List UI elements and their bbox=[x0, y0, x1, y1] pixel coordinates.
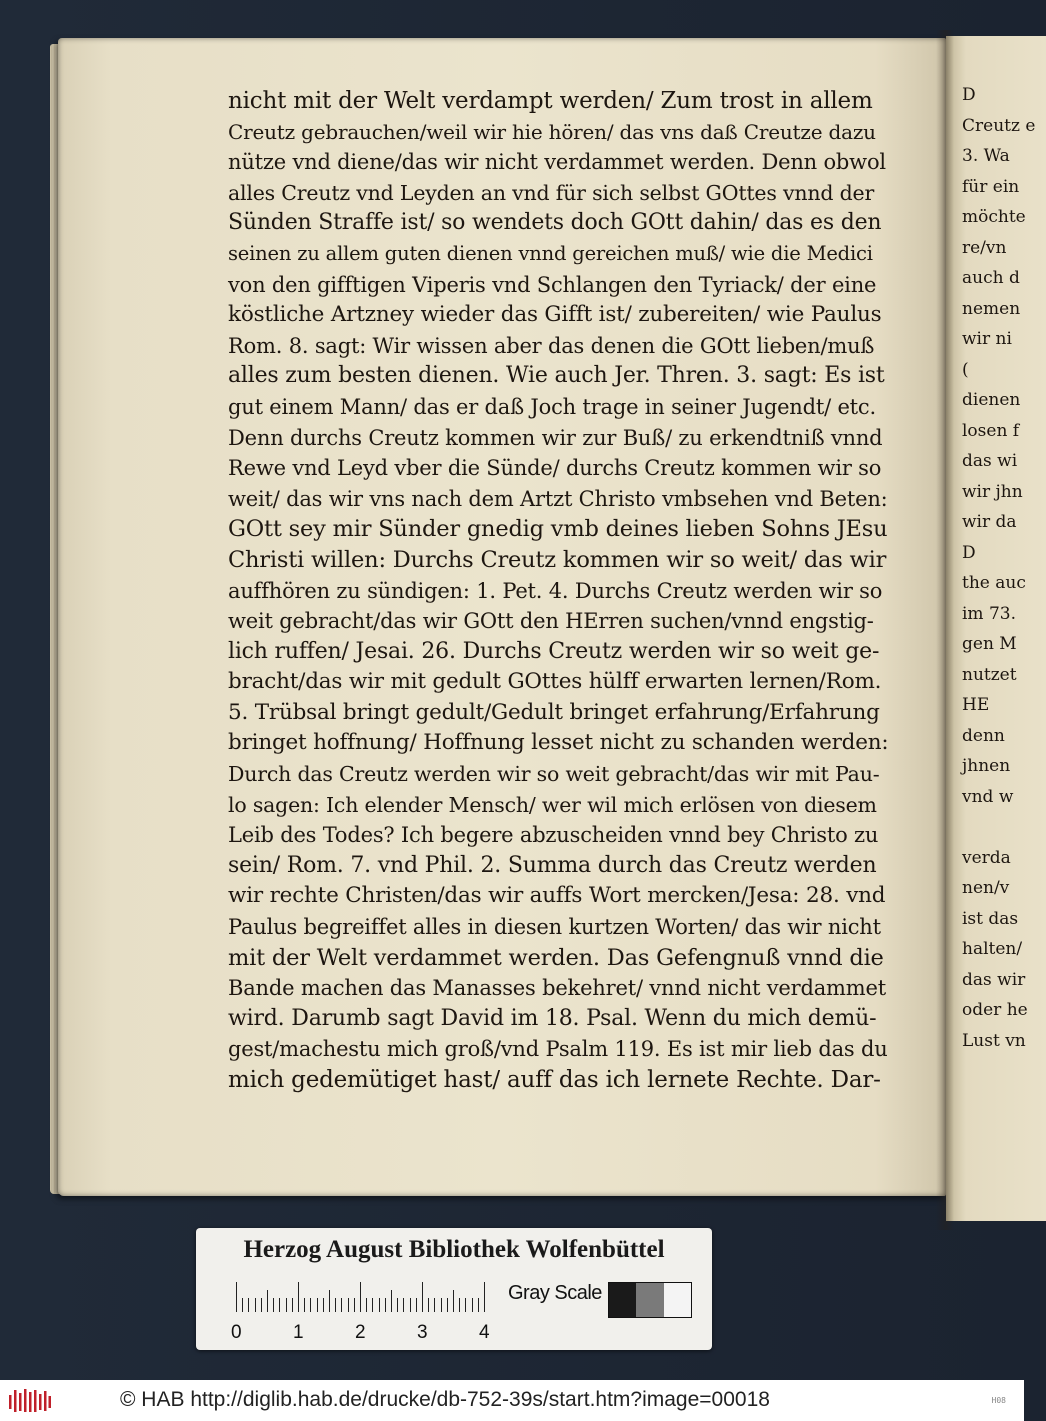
ruler-tick bbox=[360, 1282, 361, 1312]
text-line: Sünden Straffe ist/ so wendets doch GOtt dahin/ das es den bbox=[228, 210, 882, 236]
facing-text-fragment: gen M bbox=[962, 634, 1017, 654]
gray-scale-label: Gray Scale bbox=[508, 1282, 602, 1304]
text-line: gest/machestu mich groß/vnd Psalm 119. Es ist mir lieb das du bbox=[228, 1037, 888, 1062]
ruler-tick bbox=[317, 1298, 318, 1312]
footer-bar bbox=[0, 1380, 1024, 1421]
ruler-tick bbox=[366, 1298, 367, 1312]
ruler-tick bbox=[304, 1298, 305, 1312]
ruler-tick bbox=[298, 1282, 299, 1312]
ruler-number: 4 bbox=[479, 1322, 490, 1343]
ruler-tick bbox=[292, 1298, 293, 1312]
library-name: Herzog August Bibliothek Wolfenbüttel bbox=[243, 1236, 665, 1263]
ruler-tick bbox=[341, 1298, 342, 1312]
ruler-tick bbox=[397, 1298, 398, 1312]
text-line: Rom. 8. sagt: Wir wissen aber das denen die GOtt lieben/muß bbox=[228, 333, 875, 358]
text-line: Denn durchs Creutz kommen wir zur Buß/ zu erkendtniß vnnd bbox=[228, 425, 883, 450]
text-line: wir rechte Christen/das wir auffs Wort mercken/Jesa: 28. vnd bbox=[228, 883, 886, 909]
facing-text-fragment: 3. Wa bbox=[962, 146, 1010, 166]
facing-text-fragment: auch d bbox=[962, 268, 1020, 288]
text-line: Bande machen das Manasses bekehret/ vnnd nicht verdammet bbox=[228, 976, 886, 1001]
ruler-tick bbox=[416, 1298, 417, 1312]
ruler-tick bbox=[478, 1298, 479, 1312]
ruler-tick bbox=[441, 1298, 442, 1312]
text-line: seinen zu allem guten dienen vnnd gereichen muß/ wie die Medici bbox=[228, 241, 873, 265]
ruler-tick bbox=[372, 1298, 373, 1312]
text-line: Paulus begreiffet alles in diesen kurtzen Worten/ das wir nicht bbox=[228, 915, 881, 940]
ruler-tick bbox=[273, 1298, 274, 1312]
ruler-tick bbox=[248, 1298, 249, 1312]
facing-text-fragment: wir ni bbox=[962, 329, 1012, 349]
text-line: sein/ Rom. 7. vnd Phil. 2. Summa durch das Creutz werden bbox=[228, 852, 877, 878]
ruler-tick bbox=[391, 1290, 392, 1312]
facing-text-fragment: halten/ bbox=[962, 939, 1023, 959]
text-line: mit der Welt verdammet werden. Das Gefengnuß vnnd die bbox=[228, 944, 884, 971]
facing-text-fragment: vnd w bbox=[962, 786, 1014, 807]
ruler-tick bbox=[434, 1298, 435, 1312]
facing-text-fragment bbox=[962, 812, 1042, 843]
text-line: von den gifftigen Viperis vnd Schlangen den Tyriack/ der eine bbox=[228, 272, 877, 297]
gray-scale-swatches bbox=[608, 1282, 692, 1318]
text-line: bracht/das wir mit gedult GOttes hülff erwarten lernen/Rom. bbox=[228, 669, 882, 695]
ruler-tick bbox=[472, 1298, 473, 1312]
ruler-tick bbox=[242, 1298, 243, 1312]
hab-logo-icon bbox=[8, 1387, 52, 1414]
facing-text-fragment: nen/v bbox=[962, 878, 1010, 898]
ruler-tick bbox=[447, 1298, 448, 1312]
text-line: nicht mit der Welt verdampt werden/ Zum trost in allem bbox=[228, 88, 873, 114]
ruler-tick bbox=[379, 1298, 380, 1312]
facing-text-fragment: das wir bbox=[962, 969, 1026, 990]
text-line: weit gebracht/das wir GOtt den HErren suchen/vnnd engstig- bbox=[228, 609, 874, 634]
facing-text-fragment: oder he bbox=[962, 1000, 1028, 1020]
copyright-text: © HAB http://diglib.hab.de/drucke/db-752-39s/start.htm?image=00018 bbox=[120, 1388, 770, 1411]
facing-text-fragment: the auc bbox=[962, 573, 1026, 593]
facing-text-fragment: losen f bbox=[962, 420, 1020, 441]
ruler-tick bbox=[286, 1298, 287, 1312]
text-line: gut einem Mann/ das er daß Joch trage in seiner Jugendt/ etc. bbox=[228, 394, 876, 419]
gray-swatch bbox=[664, 1283, 691, 1317]
ruler-tick bbox=[385, 1298, 386, 1312]
ruler-tick bbox=[410, 1298, 411, 1312]
ruler-tick bbox=[329, 1290, 330, 1312]
ruler-tick bbox=[354, 1298, 355, 1312]
ruler-tick bbox=[453, 1290, 454, 1312]
facing-text-fragment: ( bbox=[962, 359, 969, 380]
facing-text-fragment: im 73. bbox=[962, 603, 1016, 624]
gray-swatch bbox=[636, 1283, 663, 1317]
ruler-tick bbox=[267, 1290, 268, 1312]
facing-text-fragment: D bbox=[962, 542, 976, 563]
ruler-tick bbox=[403, 1298, 404, 1312]
facing-text-fragment: das wi bbox=[962, 451, 1018, 471]
text-line: lich ruffen/ Jesai. 26. Durchs Creutz werden wir so weit ge- bbox=[228, 638, 880, 664]
facing-text-fragment: verda bbox=[962, 847, 1011, 868]
text-line: alles Creutz vnd Leyden an vnd für sich selbst GOttes vnnd der bbox=[228, 180, 875, 205]
ruler-tick bbox=[465, 1298, 466, 1312]
facing-text-fragment: wir jhn bbox=[962, 481, 1023, 502]
ruler-tick bbox=[428, 1298, 429, 1312]
text-line: mich gedemütiget hast/ auff das ich lernete Rechte. Dar- bbox=[228, 1067, 881, 1093]
text-line: 5. Trübsal bringt gedult/Gedult bringet erfahrung/Erfahrung bbox=[228, 699, 880, 725]
ruler-tick bbox=[348, 1298, 349, 1312]
facing-text-fragment: re/vn bbox=[962, 237, 1007, 258]
text-line: alles zum besten dienen. Wie auch Jer. Thren. 3. sagt: Es ist bbox=[228, 363, 885, 389]
ruler-tick bbox=[422, 1282, 423, 1312]
facing-text-fragment: dienen bbox=[962, 390, 1021, 410]
facing-text-fragment: jhnen bbox=[962, 756, 1011, 776]
ruler bbox=[231, 1284, 496, 1343]
text-line: Leib des Todes? Ich begere abzuscheiden vnnd bey Christo zu bbox=[228, 823, 879, 848]
ruler-number: 0 bbox=[231, 1322, 242, 1343]
ruler-number: 1 bbox=[293, 1322, 304, 1343]
ruler-number: 2 bbox=[355, 1322, 366, 1343]
text-line: köstliche Artzney wieder das Gifft ist/ zubereiten/ wie Paulus bbox=[228, 302, 882, 328]
text-line: Creutz gebrauchen/weil wir hie hören/ das vns daß Creutze dazu bbox=[228, 119, 876, 144]
ruler-tick bbox=[236, 1282, 237, 1312]
facing-text-fragment: HE bbox=[962, 695, 990, 715]
ruler-tick bbox=[323, 1298, 324, 1312]
footer-code: H08 bbox=[991, 1396, 1006, 1405]
ruler-tick bbox=[255, 1298, 256, 1312]
text-line: weit/ das wir vns nach dem Artzt Christo vmbsehen vnd Beten: bbox=[228, 486, 888, 511]
facing-text-fragment: nutzet bbox=[962, 664, 1017, 685]
ruler-tick bbox=[335, 1298, 336, 1312]
text-line: auffhören zu sündigen: 1. Pet. 4. Durchs Creutz werden wir so bbox=[228, 578, 883, 603]
text-line: lo sagen: Ich elender Mensch/ wer wil mich erlösen von diesem bbox=[228, 792, 877, 817]
ruler-tick bbox=[279, 1298, 280, 1312]
book-gutter bbox=[936, 30, 954, 1230]
facing-page-text bbox=[962, 80, 1042, 1056]
text-line: Christi willen: Durchs Creutz kommen wir so weit/ das wir bbox=[228, 546, 887, 573]
ruler-tick bbox=[310, 1298, 311, 1312]
ruler-tick bbox=[484, 1282, 485, 1312]
ruler-tick bbox=[261, 1298, 262, 1312]
page-text-block bbox=[228, 86, 888, 1096]
ruler-number: 3 bbox=[417, 1322, 428, 1343]
facing-text-fragment: ist das bbox=[962, 908, 1019, 929]
facing-text-fragment: für ein bbox=[962, 176, 1020, 197]
text-line: Rewe vnd Leyd vber die Sünde/ durchs Creutz kommen wir so bbox=[228, 456, 882, 481]
facing-text-fragment: nemen bbox=[962, 298, 1021, 319]
ruler-tick bbox=[459, 1298, 460, 1312]
text-line: nütze vnd diene/das wir nicht verdammet werden. Denn obwol bbox=[228, 150, 886, 175]
text-line: Durch das Creutz werden wir so weit gebracht/das wir mit Pau- bbox=[228, 762, 880, 787]
gray-swatch bbox=[609, 1283, 636, 1317]
facing-text-fragment: wir da bbox=[962, 512, 1017, 532]
color-scale-card bbox=[196, 1228, 712, 1350]
facing-text-fragment: Creutz e bbox=[962, 115, 1036, 136]
facing-text-fragment: möchte bbox=[962, 207, 1026, 227]
facing-text-fragment: denn bbox=[962, 725, 1005, 746]
text-line: bringet hoffnung/ Hoffnung lesset nicht zu schanden werden: bbox=[228, 730, 889, 756]
facing-text-fragment: Lust vn bbox=[962, 1030, 1026, 1051]
text-line: wird. Darumb sagt David im 18. Psal. Wenn du mich demü- bbox=[228, 1005, 877, 1031]
text-line: GOtt sey mir Sünder gnedig vmb deines lieben Sohns JEsu bbox=[228, 516, 888, 543]
facing-text-fragment: D bbox=[962, 85, 976, 105]
